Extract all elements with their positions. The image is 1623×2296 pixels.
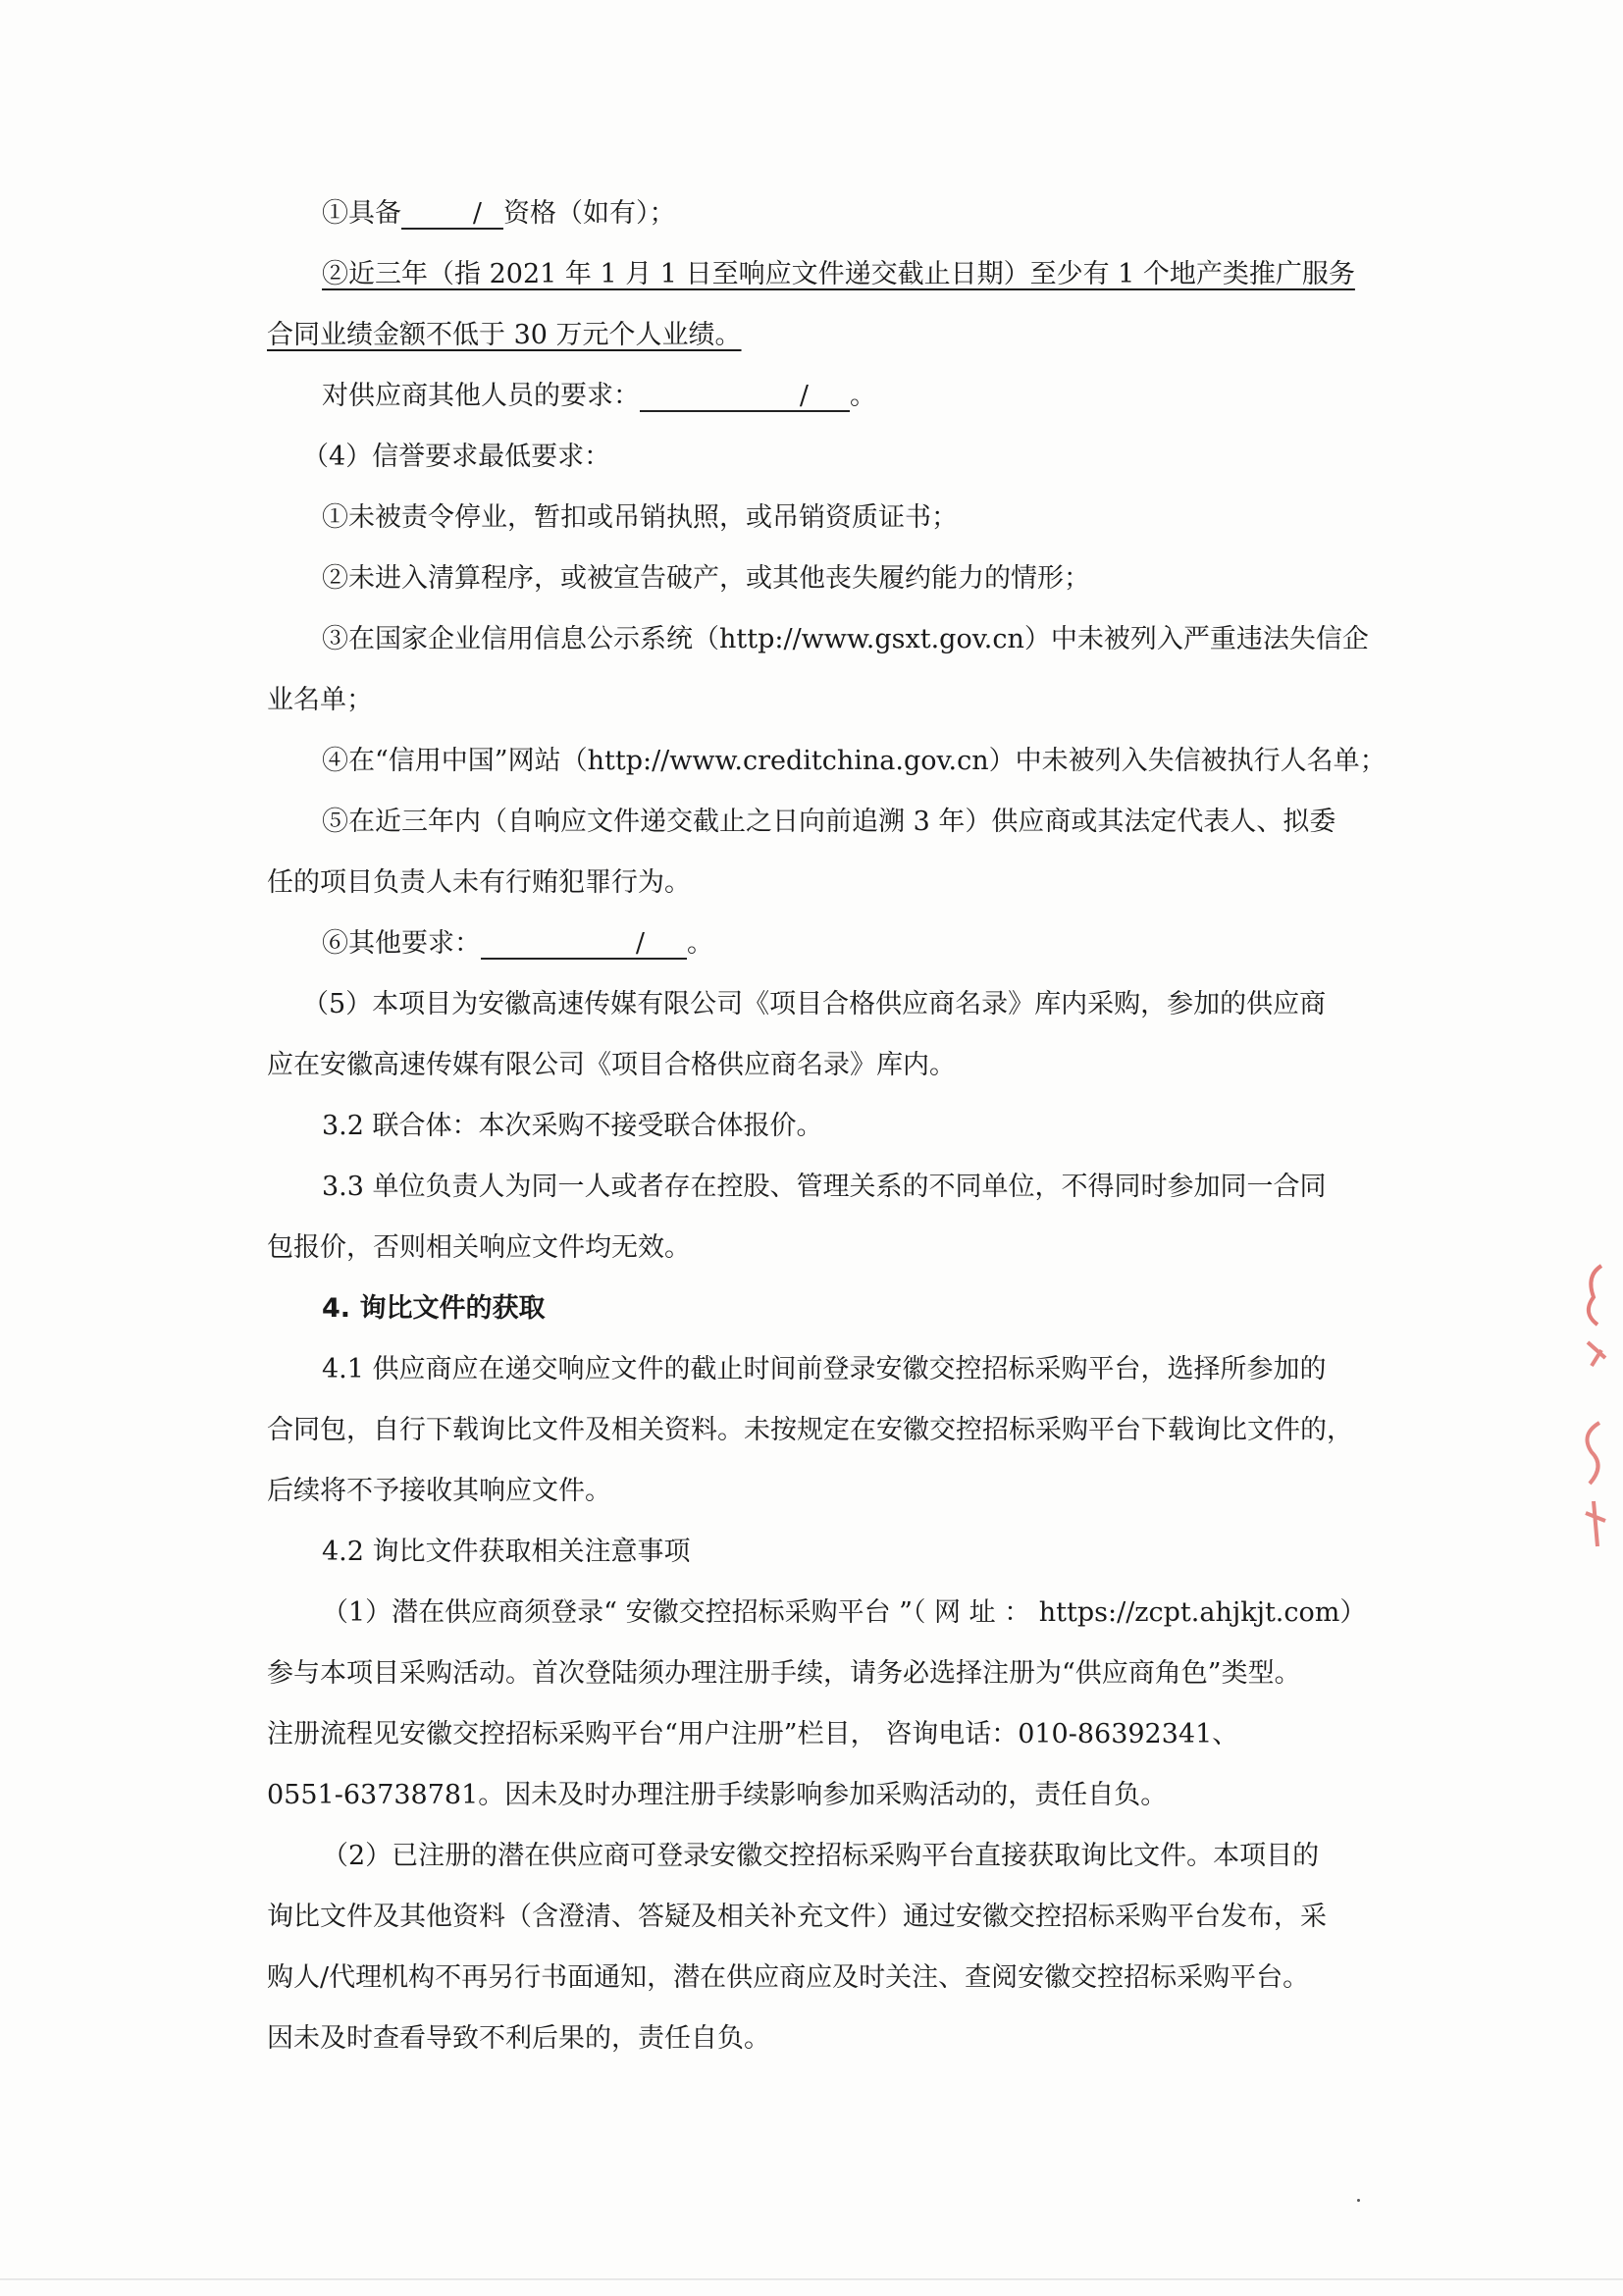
other-staff-line [267,379,1460,414]
same-responsible-line-2: 包报价，否则相关响应文件均无效。 [267,1232,691,1263]
platform-login-line-1: （1）潜在供应商须登录“ 安徽交控招标采购平台 ”（ 网 址 ： https://zcpt.ahjkjt.com） [322,1597,1367,1628]
qualification-prefix: ①具备 [322,198,401,229]
credit-item-5: ⑤在近三年内（自响应文件递交截止之日向前追溯 3 年）供应商或其法定代表人、拟委 [322,807,1336,837]
supplier-list-line-1: （5）本项目为安徽高速传媒有限公司《项目合格供应商名录》库内采购，参加的供应商 [302,989,1327,1019]
credit-item-5-cont: 任的项目负责人未有行贿犯罪行为。 [267,867,691,898]
scan-bottom-edge [0,2278,1623,2280]
platform-login-line-2: 参与本项目采购活动。首次登陆须办理注册手续，请务必选择注册为“供应商角色”类型。 [267,1658,1301,1689]
credit-item-1: ①未被责令停业，暂扣或吊销执照，或吊销资质证书； [322,502,958,533]
other-requirements-line [267,926,1460,962]
page-speck [1357,2199,1360,2202]
other-staff-label: 对供应商其他人员的要求： [322,381,640,411]
platform-login-line-3: 注册流程见安徽交控招标采购平台“用户注册”栏目， 咨询电话：010-86392341、 [267,1719,1239,1749]
credit-item-3-cont: 业名单； [267,685,373,715]
section-heading-acquisition: 4. 询比文件的获取 [322,1293,546,1324]
supplier-list-line-2: 应在安徽高速传媒有限公司《项目合格供应商名录》库内。 [267,1050,956,1080]
credit-item-3: ③在国家企业信用信息公示系统（http://www.gsxt.gov.cn）中未被列入严重违法失信企 [322,624,1369,654]
other-requirements-tail: 。 [687,928,713,959]
acquisition-4-1-line-2: 合同包，自行下载询比文件及相关资料。未按规定在安徽交控招标采购平台下载询比文件的， [267,1415,1353,1445]
registered-supplier-line-3: 购人/代理机构不再另行书面通知，潜在供应商应及时关注、查阅安徽交控招标采购平台。 [267,1962,1310,1993]
platform-login-line-4: 0551-63738781。因未及时办理注册手续影响参加采购活动的，责任自负。 [267,1780,1168,1810]
registered-supplier-line-2: 询比文件及其他资料（含澄清、答疑及相关补充文件）通过安徽交控招标采购平台发布，采 [267,1902,1327,1932]
credit-heading: （4）信誉要求最低要求： [302,442,611,472]
other-requirements-label: ⑥其他要求： [322,928,481,959]
other-requirements-blank: / [481,930,687,960]
acquisition-4-1-line-3: 后续将不予接收其响应文件。 [267,1476,611,1506]
performance-line-2: 合同业绩金额不低于 30 万元个人业绩。 [267,320,742,350]
registered-supplier-line-4: 因未及时查看导致不利后果的，责任自负。 [267,2023,770,2054]
registered-supplier-line-1: （2）已注册的潜在供应商可登录安徽交控招标采购平台直接获取询比文件。本项目的 [322,1841,1320,1871]
acquisition-4-2-heading: 4.2 询比文件获取相关注意事项 [322,1537,691,1567]
credit-item-2: ②未进入清算程序，或被宣告破产，或其他丧失履约能力的情形； [322,563,1090,594]
partial-seal-stamp [1572,1256,1611,1570]
performance-line-1: ②近三年（指 2021 年 1 月 1 日至响应文件递交截止日期）至少有 1 个地产类推广服务 [322,259,1355,289]
same-responsible-line-1: 3.3 单位负责人为同一人或者存在控股、管理关系的不同单位，不得同时参加同一合同 [322,1172,1327,1202]
acquisition-4-1-line-1: 4.1 供应商应在递交响应文件的截止时间前登录安徽交控招标采购平台，选择所参加的 [322,1354,1327,1384]
qualification-line [267,196,1460,232]
credit-item-4: ④在“信用中国”网站（http://www.creditchina.gov.cn）中未被列入失信被执行人名单； [322,746,1387,776]
qualification-blank: / [401,200,503,230]
other-staff-tail: 。 [850,381,876,411]
consortium-line: 3.2 联合体：本次采购不接受联合体报价。 [322,1111,823,1141]
qualification-suffix: 资格（如有）； [503,198,676,229]
other-staff-blank: / [640,383,850,412]
